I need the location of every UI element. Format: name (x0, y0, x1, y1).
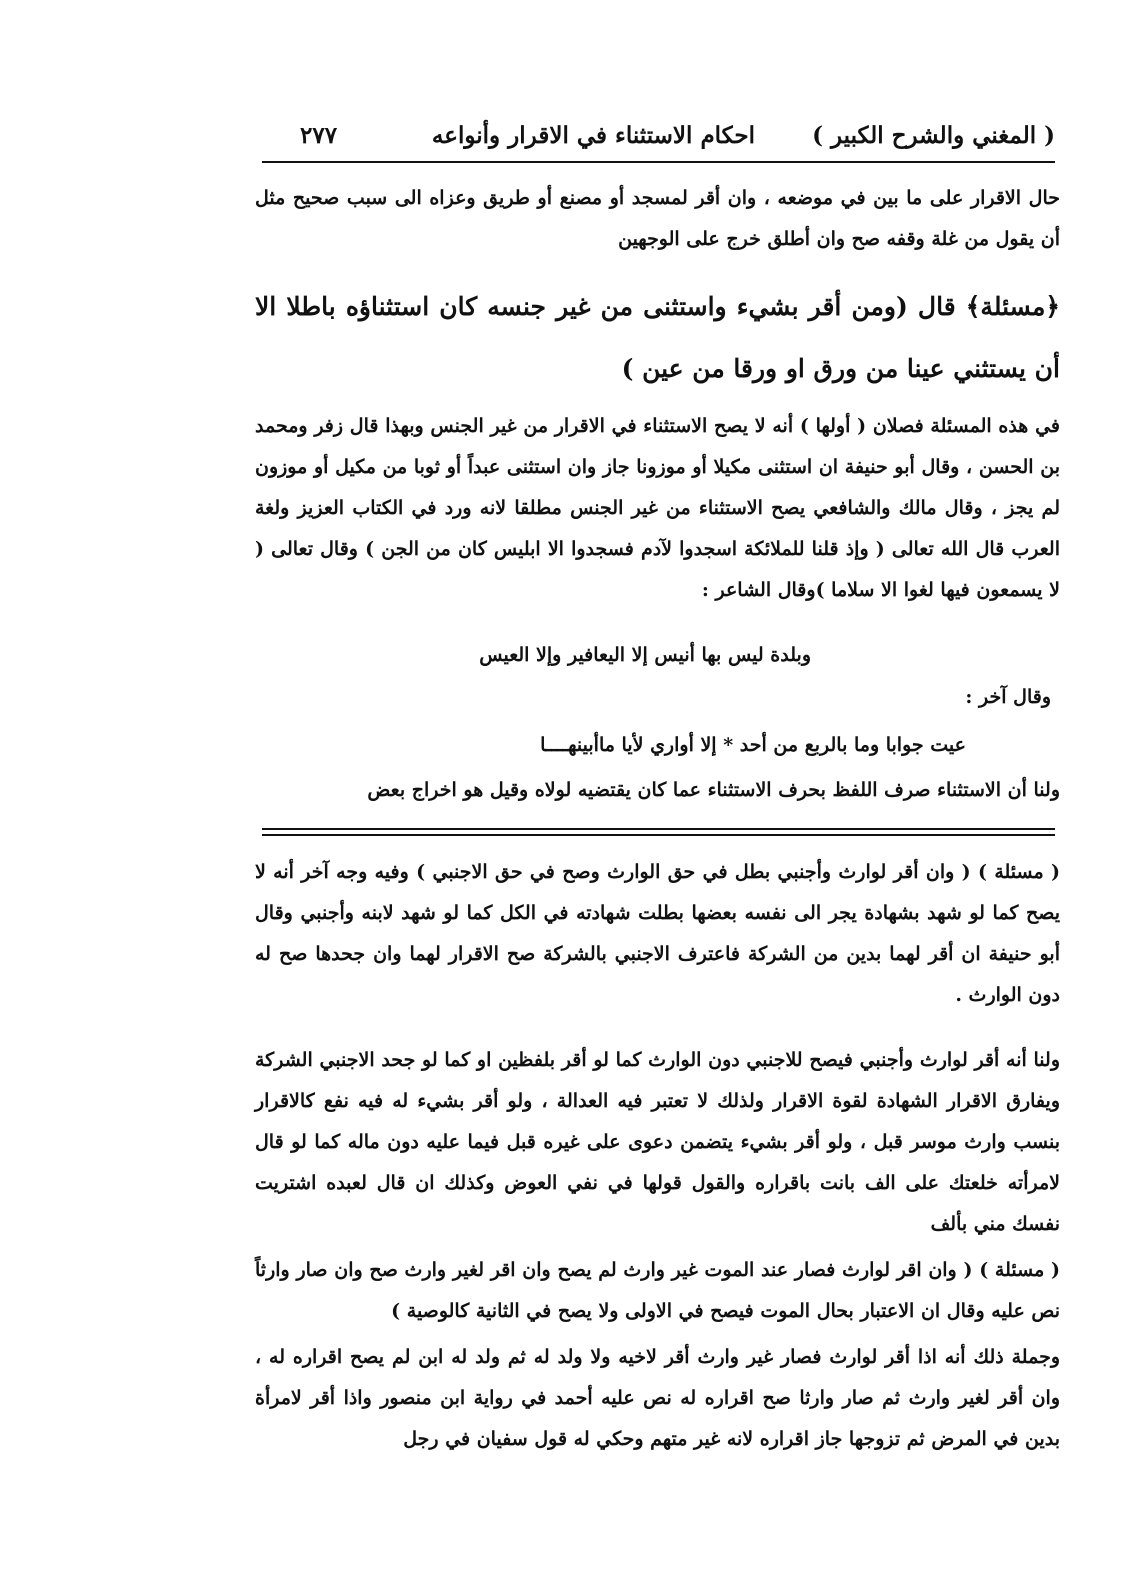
sharh-paragraph-4: وجملة ذلك أنه اذا أقر لوارث فصار غير وارث أقر لاخيه ولا ولد له ثم ولد له ابن لم يصح اقراره له ، وان أقر لغير وارث ثم صار وارثا صح اقراره له نص عليه أحمد في رواية ابن منصور واذا أقر لامرأة بدين في المرض ثم تزوجها جاز اقراره لانه غير متهم وحكي له قول سفيان في رجل (255, 1346, 1060, 1450)
main-paragraph-top: حال الاقرار على ما بين في موضعه ، وان أقر لمسجد أو مصنع أو طريق وعزاه الى سبب صحيح مثل أن يقول من غلة وقفه صح وان أطلق خرج على الوجهين (255, 187, 1060, 250)
main-paragraph-commentary: في هذه المسئلة فصلان ( أولها ) أنه لا يصح الاستثناء في الاقرار من غير الجنس وبهذا قال زفر ومحمد بن الحسن ، وقال أبو حنيفة ان استثنى مكيلا أو موزونا جاز وان استثنى عبداً أو ثوبا من مكيل أو موزون لم يجز ، وقال مالك والشافعي يصح الاستثناء من غير الجنس مطلقا لانه ورد في الكتاب العزيز ولغة العرب قال الله تعالى ( وإذ قلنا للملائكة اسجدوا لآدم فسجدوا الا ابليس كان من الجن ) وقال تعالى ( لا يسمعون فيها لغوا الا سلاما )وقال الشاعر : (255, 415, 1060, 601)
section-divider-bottom (262, 834, 1055, 836)
poetry-intro: وقال آخر : (965, 686, 1051, 708)
masala-statement: ﴿مسئلة﴾ قال (ومن أقر بشيء واستثنى من غير جنسه كان استثناؤه باطلا الا أن يستثني عينا من ورق او ورقا من عين ) (255, 292, 1060, 383)
sharh-paragraph-1: ( مسئلة ) ( وان أقر لوارث وأجنبي بطل في حق الوارث وصح في حق الاجنبي ) وفيه وجه آخر أنه لا يصح كما لو شهد بشهادة يجر الى نفسه بعضها بطلت شهادته في الكل كما لو شهد لابنه وأجنبي وقال أبو حنيفة ان أقر لهما بدين من الشركة فاعترف الاجنبي بالشركة صح الاقرار لهما وان جحدها صح له دون الوارث . (255, 861, 1060, 1006)
poetry-verse-2: عيت جوابا وما بالربع من أحد * إلا أواري لأيا ماأبينهــــا (540, 734, 966, 756)
header-rule (262, 161, 1055, 163)
poetry-verse-1: وبلدة ليس بها أنيس إلا اليعافير وإلا العيس (479, 644, 811, 666)
sharh-paragraph-3: ( مسئلة ) ( وان اقر لوارث فصار عند الموت غير وارث لم يصح وان اقر لغير وارث صح وان صار وارثاً نص عليه وقال ان الاعتبار بحال الموت فيصح في الاولى ولا يصح في الثانية كالوصية ) (255, 1259, 1060, 1322)
running-header (260, 118, 1055, 160)
section-divider-top (262, 828, 1055, 830)
chapter-title: احكام الاستثناء في الاقرار وأنواعه (431, 122, 755, 149)
book-title: ( المغني والشرح الكبير ) (812, 122, 1055, 149)
main-paragraph-last: ولنا أن الاستثناء صرف اللفظ بحرف الاستثناء عما كان يقتضيه لولاه وقيل هو اخراج بعض (367, 779, 1060, 801)
sharh-paragraph-2: ولنا أنه أقر لوارث وأجنبي فيصح للاجنبي دون الوارث كما لو أقر بلفظين او كما لو جحد الاجنبي الشركة ويفارق الاقرار الشهادة لقوة الاقرار ولذلك لا تعتبر فيه العدالة ، ولو أقر بشيء له فيه نفع كالاقرار بنسب وارث موسر قبل ، ولو أقر بشيء يتضمن دعوى على غيره قبل فيما عليه دون ماله كما لو قال لامرأته خلعتك على الف بانت باقراره والقول قولها في نفي العوض وكذلك ان قال لعبده اشتريت نفسك مني بألف (255, 1049, 1060, 1235)
page-number: ٢٧٧ (300, 122, 338, 149)
